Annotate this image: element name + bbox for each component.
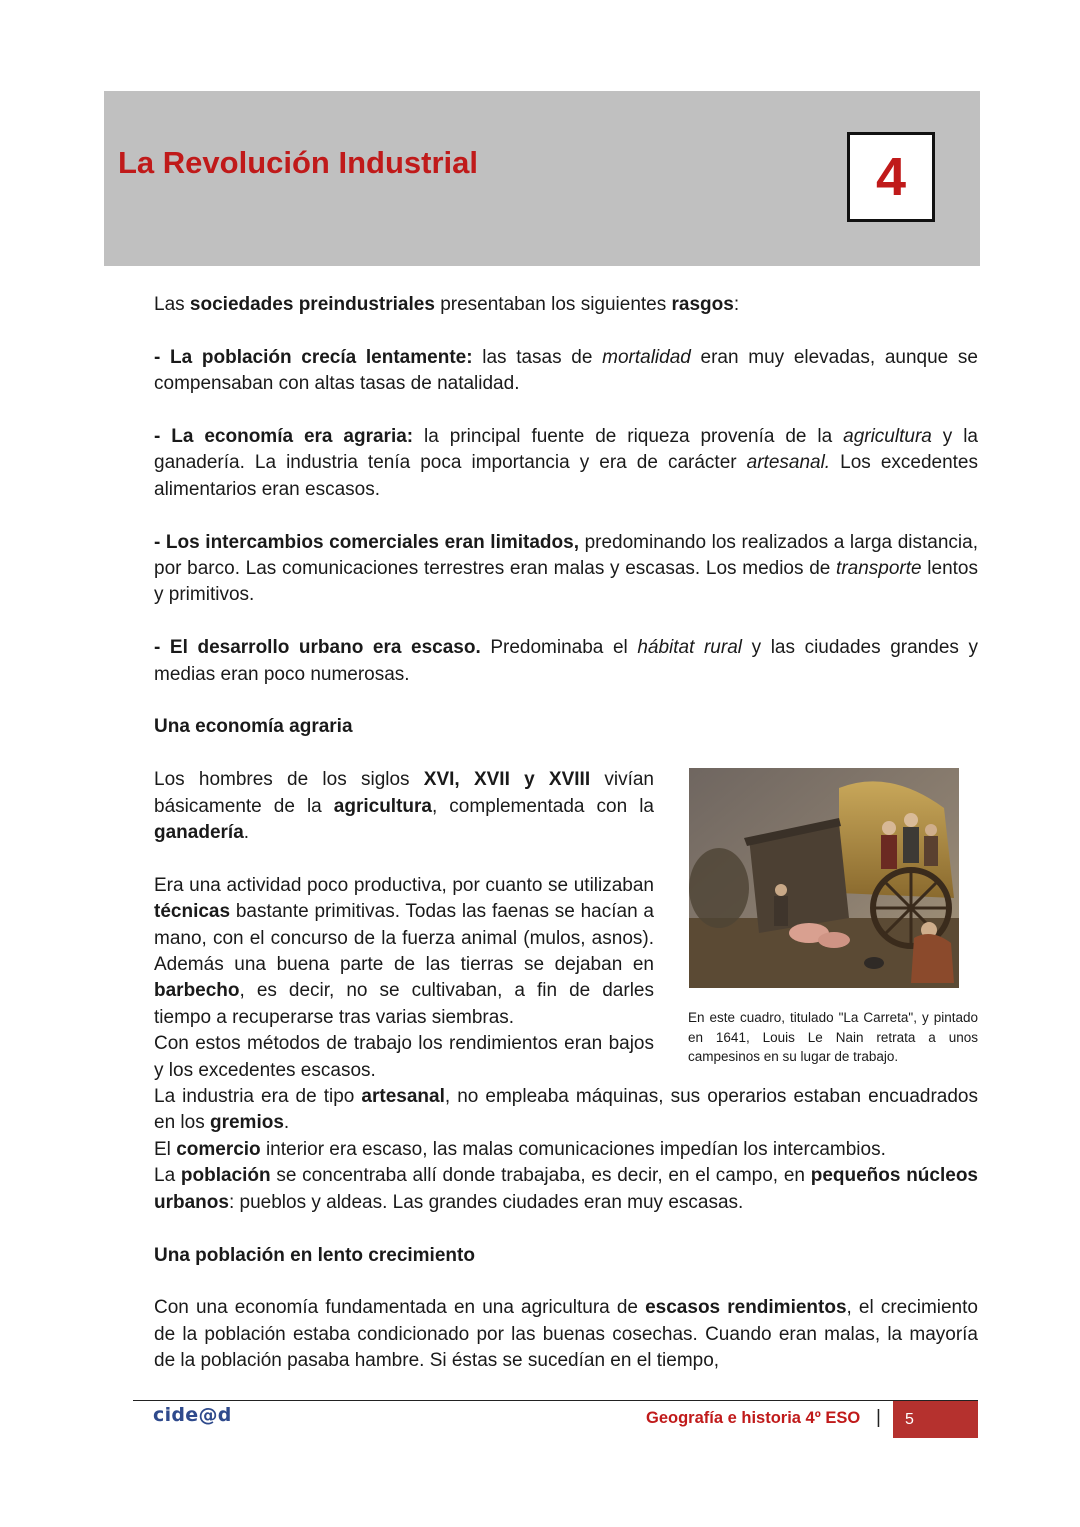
economy-paragraph-4: La industria era de tipo artesanal, no empleaba máquinas, sus operarios estaban encuadrados en los gremios. <box>154 1086 978 1134</box>
economy-paragraph-2: Era una actividad poco productiva, por cuanto se utilizaban técnicas bastante primitivas. Todas las faenas se hacían a mano, con el concurso de la fuerza animal (mulos, asnos). Además una buena parte de las tierras se dejaban en barbecho, es decir, no se cultivaban, a fin de darles tiempo a recuperarse tras varias siembras. <box>154 874 654 1028</box>
economy-paragraph-3: Con estos métodos de trabajo los rendimientos eran bajos y los excedentes escasos. <box>154 1033 654 1081</box>
footer-divider <box>133 1400 978 1401</box>
cidead-logo: cide@d <box>153 1404 232 1426</box>
chapter-number-box: 4 <box>847 132 935 222</box>
section-heading-population: Una población en lento crecimiento <box>154 1244 475 1266</box>
economy-paragraph-5: El comercio interior era escaso, las malas comunicaciones impedían los intercambios. <box>154 1138 886 1160</box>
painting-image <box>689 768 959 988</box>
figure-caption: En este cuadro, titulado "La Carreta", y pintado en 1641, Louis Le Nain retrata a unos campesinos en su lugar de trabajo. <box>688 1010 978 1065</box>
page-number: 5 <box>893 1401 978 1438</box>
figure-la-carreta <box>688 768 978 1067</box>
footer-separator: | <box>876 1407 881 1428</box>
population-paragraph-1: Con una economía fundamentada en una agricultura de escasos rendimientos, el crecimiento de la población estaba condicionado por las buenas cosechas. Cuando eran malas, la mayoría de la población pasaba hambre. Si éstas se sucedían en el tiempo, <box>154 1297 978 1372</box>
section-heading-economy: Una economía agraria <box>154 716 353 738</box>
economy-paragraph-1: Los hombres de los siglos XVI, XVII y XVIII vivían básicamente de la agricultura, complementada con la ganadería. <box>154 769 654 844</box>
trait-economy: - La economía era agraria: la principal fuente de riqueza provenía de la agricultura y la ganadería. La industria tenía poca importancia y era de carácter artesanal. Los excedentes alimentarios eran escasos. <box>154 426 978 500</box>
intro-paragraph: Las sociedades preindustriales presentaban los siguientes rasgos: <box>154 294 740 315</box>
trait-urban: - El desarrollo urbano era escaso. Predominaba el hábitat rural y las ciudades grandes y medias eran poco numerosas. <box>154 637 978 685</box>
chapter-header <box>104 91 980 266</box>
trait-population: - La población crecía lentamente: las tasas de mortalidad eran muy elevadas, aunque se compensaban con altas tasas de natalidad. <box>154 346 978 395</box>
trait-trade: - Los intercambios comerciales eran limitados, predominando los realizados a larga distancia, por barco. Las comunicaciones terrestres eran malas y escasas. Los medios de transporte lentos y primitivos. <box>154 531 978 606</box>
economy-paragraph-6: La población se concentraba allí donde trabajaba, es decir, en el campo, en pequeños núcleos urbanos: pueblos y aldeas. Las grandes ciudades eran muy escasas. <box>154 1165 978 1213</box>
main-content <box>154 292 978 1375</box>
footer-subject: Geografía e historia 4º ESO <box>646 1409 861 1427</box>
page-title: La Revolución Industrial <box>118 145 478 180</box>
